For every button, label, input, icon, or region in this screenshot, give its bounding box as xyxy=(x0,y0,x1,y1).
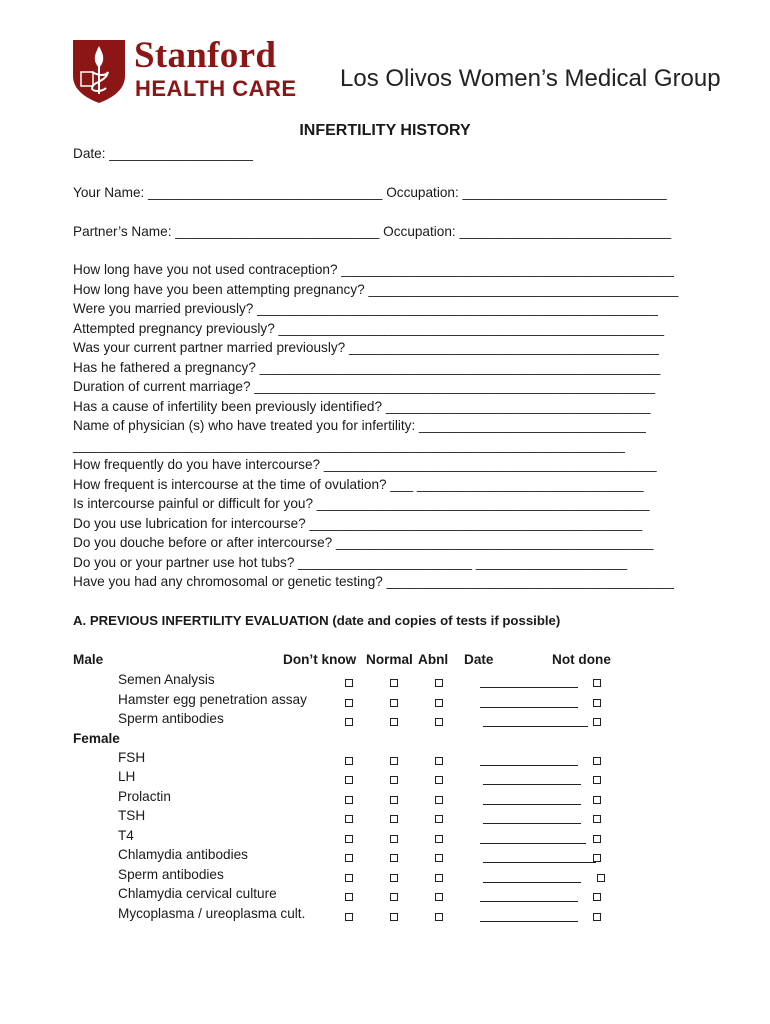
result-checkbox[interactable] xyxy=(390,699,398,707)
logo-stanford-text: Stanford xyxy=(134,35,277,76)
result-checkbox[interactable] xyxy=(435,854,443,862)
test-label: Mycoplasma / ureoplasma cult. xyxy=(118,906,306,921)
form-title: INFERTILITY HISTORY xyxy=(299,122,471,139)
date-entry-line[interactable] xyxy=(480,901,578,902)
result-checkbox[interactable] xyxy=(390,874,398,882)
not-done-checkbox[interactable] xyxy=(593,854,601,862)
test-label: Sperm antibodies xyxy=(118,711,224,726)
not-done-checkbox[interactable] xyxy=(593,893,601,901)
test-label: Sperm antibodies xyxy=(118,867,224,882)
not-done-checkbox[interactable] xyxy=(593,835,601,843)
date-entry-line[interactable] xyxy=(483,804,581,805)
result-checkbox[interactable] xyxy=(435,913,443,921)
test-label: TSH xyxy=(118,808,146,823)
not-done-checkbox[interactable] xyxy=(593,699,601,707)
date-entry-line[interactable] xyxy=(480,921,578,922)
question-line[interactable]: Do you douche before or after intercourse? __________________________________________ xyxy=(73,535,654,550)
result-checkbox[interactable] xyxy=(435,718,443,726)
result-checkbox[interactable] xyxy=(345,854,353,862)
result-checkbox[interactable] xyxy=(345,699,353,707)
result-checkbox[interactable] xyxy=(345,776,353,784)
result-checkbox[interactable] xyxy=(390,913,398,921)
not-done-checkbox[interactable] xyxy=(597,874,605,882)
result-checkbox[interactable] xyxy=(345,835,353,843)
result-checkbox[interactable] xyxy=(390,815,398,823)
question-line[interactable]: Duration of current marriage? _____________________________________________________ xyxy=(73,379,656,394)
result-checkbox[interactable] xyxy=(435,679,443,687)
result-checkbox[interactable] xyxy=(390,796,398,804)
stanford-logo xyxy=(72,35,297,104)
test-label: Chlamydia cervical culture xyxy=(118,886,277,901)
test-label: T4 xyxy=(118,828,134,843)
date-header: Date xyxy=(464,652,494,667)
question-line[interactable]: How long have you not used contraception? ____________________________________________ xyxy=(73,262,674,277)
question-line[interactable]: Was your current partner married previously? _________________________________________ xyxy=(73,340,659,355)
not-done-checkbox[interactable] xyxy=(593,757,601,765)
not-done-checkbox[interactable] xyxy=(593,776,601,784)
question-line[interactable]: Name of physician (s) who have treated you for infertility: ______________________________ xyxy=(73,418,646,433)
not-done-checkbox[interactable] xyxy=(593,913,601,921)
test-label: Prolactin xyxy=(118,789,171,804)
test-label: Hamster egg penetration assay xyxy=(118,692,307,707)
abnl-header: Abnl xyxy=(418,652,449,667)
normal-header: Normal xyxy=(366,652,413,667)
not-done-checkbox[interactable] xyxy=(593,815,601,823)
date-entry-line[interactable] xyxy=(483,862,596,863)
stanford-shield-icon xyxy=(72,38,126,104)
question-line[interactable]: Were you married previously? _____________________________________________________ xyxy=(73,301,658,316)
result-checkbox[interactable] xyxy=(390,893,398,901)
result-checkbox[interactable] xyxy=(345,757,353,765)
result-checkbox[interactable] xyxy=(435,757,443,765)
result-checkbox[interactable] xyxy=(390,679,398,687)
question-line[interactable]: Do you use lubrication for intercourse? ____________________________________________ xyxy=(73,516,643,531)
test-label: Semen Analysis xyxy=(118,672,215,687)
date-entry-line[interactable] xyxy=(480,843,586,844)
question-line[interactable]: Has a cause of infertility been previously identified? ___________________________________ xyxy=(73,399,651,414)
date-entry-line[interactable] xyxy=(480,765,578,766)
result-checkbox[interactable] xyxy=(345,874,353,882)
date-entry-line[interactable] xyxy=(480,687,578,688)
result-checkbox[interactable] xyxy=(390,854,398,862)
question-line[interactable]: Is intercourse painful or difficult for you? ____________________________________________ xyxy=(73,496,650,511)
female-header: Female xyxy=(73,731,120,746)
date-field[interactable]: Date: ___________________ xyxy=(73,146,253,161)
name-occupation-field[interactable]: Your Name: _______________________________ Occupation: ___________________________ xyxy=(73,185,667,200)
dont-know-header: Don’t know xyxy=(283,652,357,667)
result-checkbox[interactable] xyxy=(390,835,398,843)
result-checkbox[interactable] xyxy=(345,679,353,687)
question-line[interactable]: Have you had any chromosomal or genetic testing? ______________________________________ xyxy=(73,574,674,589)
logo-health-care-text: HEALTH CARE xyxy=(135,76,297,101)
question-line[interactable]: Has he fathered a pregnancy? _____________________________________________________ xyxy=(73,360,661,375)
result-checkbox[interactable] xyxy=(345,893,353,901)
result-checkbox[interactable] xyxy=(390,718,398,726)
result-checkbox[interactable] xyxy=(435,893,443,901)
result-checkbox[interactable] xyxy=(435,776,443,784)
date-entry-line[interactable] xyxy=(483,784,581,785)
question-line[interactable]: How frequent is intercourse at the time of ovulation? ___ ______________________________ xyxy=(73,477,644,492)
result-checkbox[interactable] xyxy=(345,815,353,823)
result-checkbox[interactable] xyxy=(435,699,443,707)
question-line[interactable]: _________________________________________________________________________ xyxy=(73,438,625,453)
question-line[interactable]: Attempted pregnancy previously? ___________________________________________________ xyxy=(73,321,665,336)
date-entry-line[interactable] xyxy=(483,882,581,883)
result-checkbox[interactable] xyxy=(435,874,443,882)
male-header: Male xyxy=(73,652,104,667)
result-checkbox[interactable] xyxy=(435,815,443,823)
test-label: FSH xyxy=(118,750,146,765)
not-done-checkbox[interactable] xyxy=(593,796,601,804)
group-name: Los Olivos Women’s Medical Group xyxy=(340,65,721,92)
date-entry-line[interactable] xyxy=(483,726,588,727)
question-line[interactable]: Do you or your partner use hot tubs? _______________________ ____________________ xyxy=(73,555,628,570)
result-checkbox[interactable] xyxy=(345,718,353,726)
result-checkbox[interactable] xyxy=(345,913,353,921)
result-checkbox[interactable] xyxy=(435,796,443,804)
test-label: Chlamydia antibodies xyxy=(118,847,248,862)
not-done-checkbox[interactable] xyxy=(593,679,601,687)
test-label: LH xyxy=(118,769,136,784)
section-a-title: A. PREVIOUS INFERTILITY EVALUATION (date and copies of tests if possible) xyxy=(73,613,561,628)
not-done-header: Not done xyxy=(552,652,611,667)
result-checkbox[interactable] xyxy=(390,757,398,765)
result-checkbox[interactable] xyxy=(345,796,353,804)
date-entry-line[interactable] xyxy=(480,707,578,708)
partner-occupation-field[interactable]: Partner’s Name: ___________________________ Occupation: ____________________________ xyxy=(73,224,672,239)
result-checkbox[interactable] xyxy=(435,835,443,843)
result-checkbox[interactable] xyxy=(390,776,398,784)
not-done-checkbox[interactable] xyxy=(593,718,601,726)
question-line[interactable]: How frequently do you have intercourse? ____________________________________________ xyxy=(73,457,657,472)
question-line[interactable]: How long have you been attempting pregnancy? _________________________________________ xyxy=(73,282,679,297)
date-entry-line[interactable] xyxy=(483,823,581,824)
